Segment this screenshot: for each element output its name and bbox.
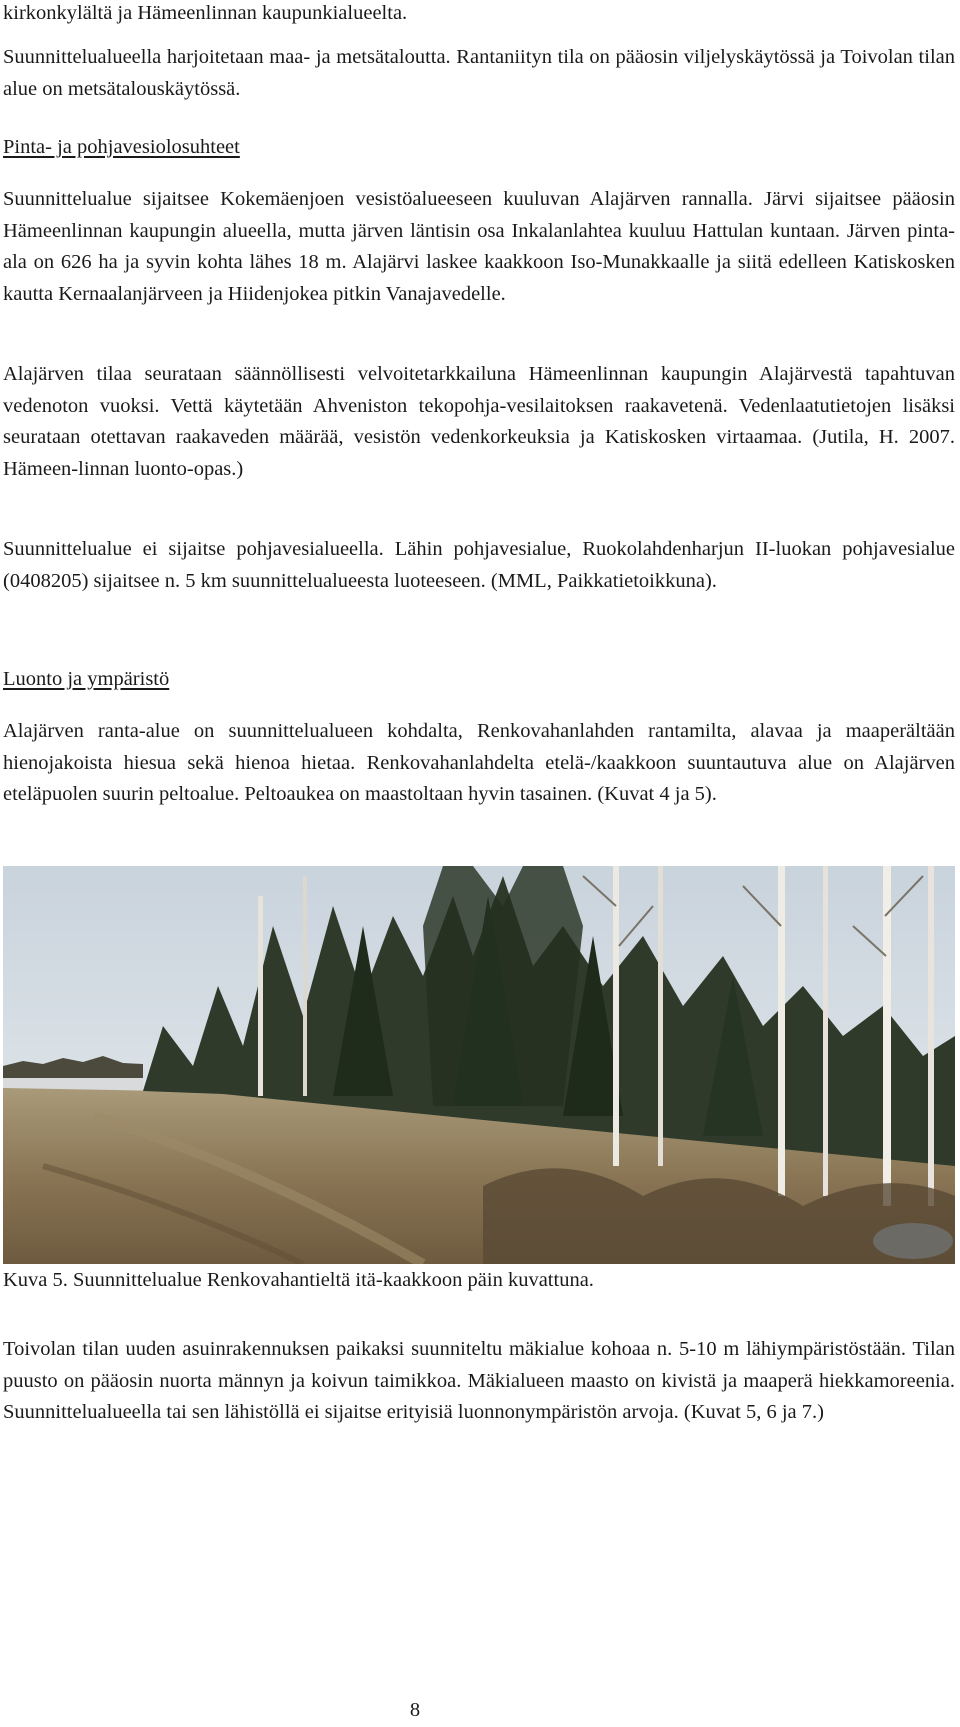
paragraph-land-use: Suunnittelualueella harjoitetaan maa- ja metsätaloutta. Rantaniityn tila on pääosin viljelyskäytössä ja Toivolan tilan alue on metsätalouskäytössä.	[3, 46, 955, 100]
paragraph-lake: Suunnittelualue sijaitsee Kokemäenjoen vesistöalueeseen kuuluvan Alajärven rannalla. Järvi sijaitsee pääosin Hämeenlinnan kaupungin alueella, mutta järven läntisin osa Inkalanlahtea kuuluu Hattulan kuntaan. Järven pinta-ala on 626 ha ja syvin kohta lähes 18 m. Alajärvi laskee kaakkoon Iso-Munakkaalle ja siitä edelleen Katiskosken kautta Kernaalanjärveen ja Hiidenjokea pitkin Vanajavedelle.	[3, 188, 955, 305]
landscape-photo-icon	[3, 866, 955, 1264]
landscape-photo	[3, 866, 955, 1264]
paragraph-toivola: Toivolan tilan uuden asuinrakennuksen paikaksi suunniteltu mäkialue kohoaa n. 5-10 m lähiympäristöstään. Tilan puusto on pääosin nuorta männyn ja koivun taimikkoa. Mäkialueen maasto on kivistä ja maaperä hiekkamoreenia. Suunnittelualueella tai sen lähistöllä ei sijaitse erityisiä luonnonympäristön arvoja. (Kuvat 5, 6 ja 7.)	[3, 1338, 955, 1423]
paragraph-monitoring: Alajärven tilaa seurataan säännöllisesti velvoitetarkkailuna Hämeenlinnan kaupungin Alajärvestä tapahtuvan vedenoton vuoksi. Vettä käytetään Ahveniston tekopohja-vesilaitoksen raakavetenä. Vedenlaatutietojen lisäksi seurataan otettavan raakaveden määrää, vesistön vedenkorkeuksia ja Katiskosken virtaamaa. (Jutila, H. 2007. Hämeen-linnan luonto-opas.)	[3, 363, 955, 480]
page-number: 8	[409, 1699, 421, 1721]
paragraph-intro-end: kirkonkylältä ja Hämeenlinnan kaupunkialueelta.	[3, 2, 408, 24]
heading-water: Pinta- ja pohjavesiolosuhteet	[3, 136, 240, 158]
heading-nature: Luonto ja ympäristö	[3, 668, 170, 690]
paragraph-groundwater: Suunnittelualue ei sijaitse pohjavesialueella. Lähin pohjavesialue, Ruokolahdenharjun II-luokan pohjavesialue (0408205) sijaitsee n. 5 km suunnittelualueesta luoteeseen. (MML, Paikkatietoikkuna).	[3, 538, 955, 592]
paragraph-shore: Alajärven ranta-alue on suunnittelualueen kohdalta, Renkovahanlahden rantamilta, alavaa ja maaperältään hienojakoista hiesua sekä hienoa hietaa. Renkovahanlahdelta etelä-/kaakkoon suuntautuva alue on Alajärven eteläpuolen suurin peltoalue. Peltoaukea on maastoltaan hyvin tasainen. (Kuvat 4 ja 5).	[3, 720, 955, 805]
photo-caption: Kuva 5. Suunnittelualue Renkovahantieltä itä-kaakkoon päin kuvattuna.	[3, 1269, 594, 1291]
